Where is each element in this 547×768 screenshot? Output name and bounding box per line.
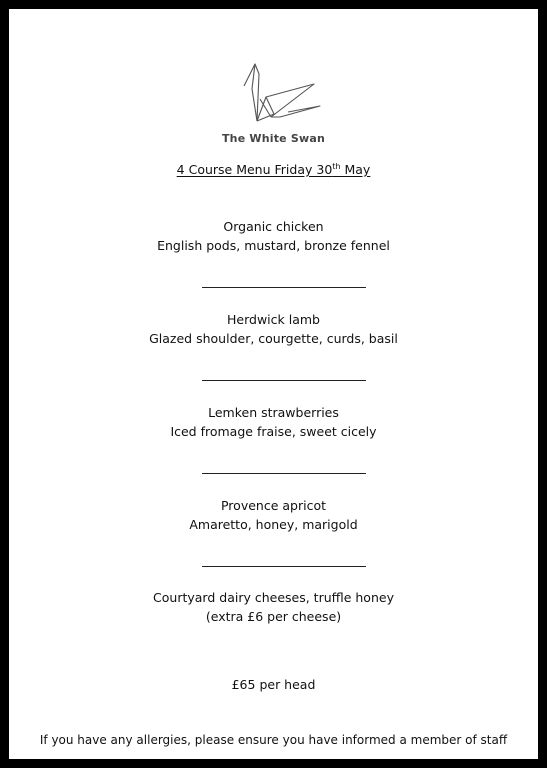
course-description: (extra £6 per cheese) (205, 609, 342, 624)
brand-name: The White Swan (221, 132, 326, 145)
course-divider (202, 566, 366, 567)
course-description: English pods, mustard, bronze fennel (157, 238, 390, 253)
menu-title-ordinal: th (332, 161, 341, 171)
course-divider (202, 380, 366, 381)
course-divider (202, 473, 366, 474)
course-description: Iced fromage fraise, sweet cicely (170, 424, 377, 439)
course-name: Courtyard dairy cheeses, truffle honey (153, 590, 394, 605)
course-description: Amaretto, honey, marigold (189, 517, 358, 532)
course-3 (9, 403, 538, 441)
course-description: Glazed shoulder, courgette, curds, basil (149, 331, 398, 346)
menu-title-month: May (340, 162, 371, 177)
allergy-notice: If you have any allergies, please ensure you have informed a member of staff (39, 733, 508, 747)
menu-title (9, 162, 538, 177)
course-name: Herdwick lamb (227, 312, 320, 327)
course-name: Provence apricot (220, 498, 326, 513)
course-4 (9, 496, 538, 534)
course-2 (9, 310, 538, 348)
course-name: Lemken strawberries (208, 405, 339, 420)
course-1 (9, 217, 538, 255)
course-5 (9, 588, 538, 626)
swan-logo-icon (238, 59, 326, 125)
menu-title-text: 4 Course Menu Friday 30 (176, 162, 333, 177)
course-name: Organic chicken (223, 219, 324, 234)
course-divider (202, 287, 366, 288)
price-per-head: £65 per head (231, 677, 316, 692)
